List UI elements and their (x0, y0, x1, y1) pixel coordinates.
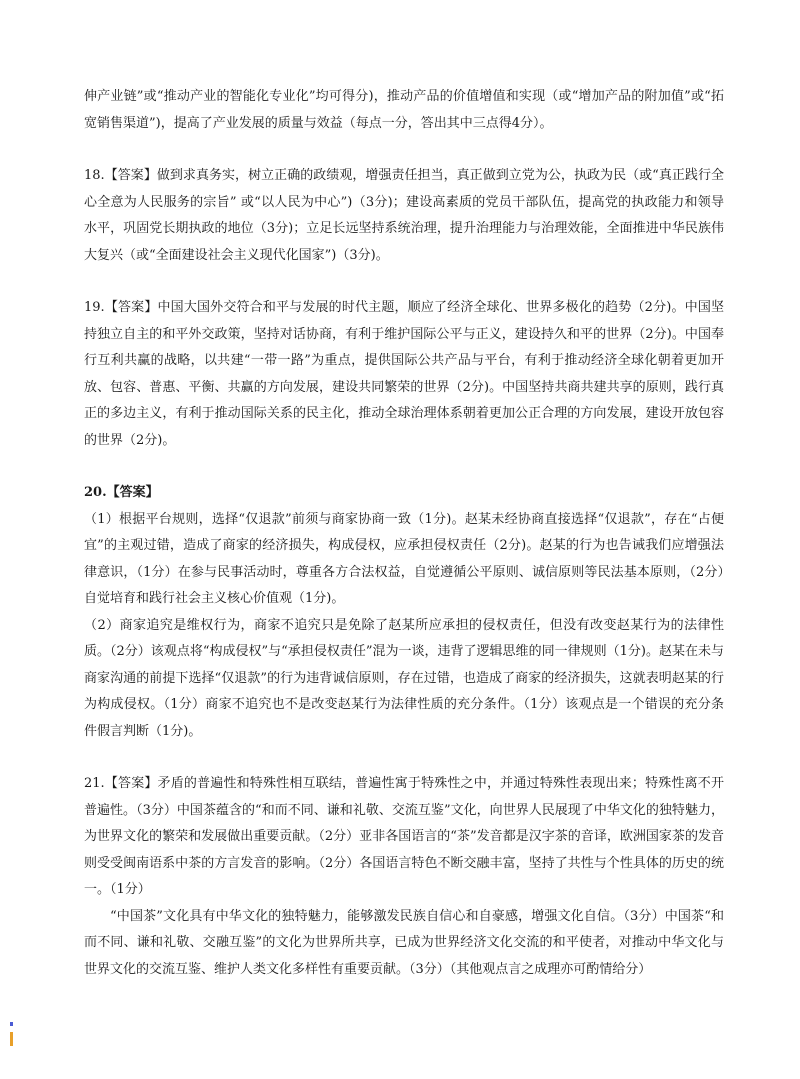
marker-dot (10, 1022, 13, 1026)
q21-block (84, 771, 724, 983)
q20-part2-paragraph: （2）商家追究是维权行为，商家不追究只是免除了赵某所应承担的侵权责任，但没有改变赵某行为的法律性质。（2分）该观点将“构成侵权”与“承担侵权责任”混为一谈，违背了逻辑思维的同一律规则（1分)。赵某在未与商家沟通的前提下选择“仅退款”的行为违背诚信原则，存在过错，也造成了商家的经济损失，这就表明赵某的行为构成侵权。（1分）商家不追究也不是改变赵某行为法律性质的充分条件。（1分）该观点是一个错误的充分条件假言判断（1分)。 (84, 617, 724, 739)
q19-paragraph: 19.【答案】中国大国外交符合和平与发展的时代主题，顺应了经济全球化、世界多极化的趋势（2分)。中国坚持独立自主的和平外交政策，坚持对话协商，有利于维护国际公平与正义，建设持久和平的世界（2分)。中国奉行互利共赢的战略，以共建“一带一路”为重点，提供国际公共产品与平台，有利于推动经济全球化朝着更加开放、包容、普惠、平衡、共赢的方向发展，建设共同繁荣的世界（2分)。中国坚持共商共建共享的原则，践行真正的多边主义，有利于推动国际关系的民主化，推动全球治理体系朝着更加公正合理的方向发展，建设开放包容的世界（2分)。 (84, 300, 724, 448)
q20-block (84, 480, 724, 745)
q17-tail-paragraph: 伸产业链”或“推动产业的智能化专业化”均可得分)，推动产品的价值增值和实现（或“增加产品的附加值”或“拓宽销售渠道”)，提高了产业发展的质量与效益（每点一分，答出其中三点得4分）。 (84, 89, 724, 131)
q18-block (84, 163, 724, 269)
q20-heading: 20.【答案】 (84, 485, 159, 500)
q19-block (84, 295, 724, 454)
q18-paragraph: 18.【答案】做到求真务实，树立正确的政绩观，增强责任担当，真正做到立党为公，执政为民（或“真正践行全心全意为人民服务的宗旨” 或“以人民为中心”)（3分)；建设高素质的党员干部队伍，提高党的执政能力和领导水平，巩固党长期执政的地位（3分)；立足长远坚持系统治理，提升治理能力与治理效能，全面推进中华民族伟大复兴（或“全面建设社会主义现代化国家”)（3分)。 (84, 168, 724, 263)
q21-part2-paragraph: “中国茶”文化具有中华文化的独特魅力，能够激发民族自信心和自豪感，增强文化自信。（3分）中国茶“和而不同、谦和礼敬、交融互鉴”的文化为世界所共享，已成为世界经济文化交流的和平使者，对推动中华文化与世界文化的交流互鉴、维护人类文化多样性有重要贡献。（3分）（其他观点言之成理亦可酌情给分） (84, 908, 724, 977)
answer-page (84, 84, 724, 1009)
q21-part1-paragraph: 21.【答案】矛盾的普遍性和特殊性相互联结，普遍性寓于特殊性之中，并通过特殊性表现出来；特殊性离不开普遍性。（3分）中国茶蕴含的“和而不同、谦和礼敬、交流互鉴”文化，向世界人民展现了中华文化的独特魅力，为世界文化的繁荣和发展做出重要贡献。（2分）亚非各国语言的“茶”发音都是汉字茶的音译，欧洲国家茶的发音则受受闽南语系中茶的方言发音的影响。（2分）各国语言特色不断交融丰富，坚持了共性与个性具体的历史的统一。（1分） (84, 776, 724, 897)
marker-bar (10, 1032, 13, 1046)
q20-part1-paragraph: （1）根据平台规则，选择“仅退款”前须与商家协商一致（1分)。赵某未经协商直接选择“仅退款”，存在“占便宜”的主观过错，造成了商家的经济损失，构成侵权，应承担侵权责任（2分)。赵某的行为也告诫我们应增强法律意识，（1分）在参与民事活动时，尊重各方合法权益，自觉遵循公平原则、诚信原则等民法基本原则，（2分）自觉培育和践行社会主义核心价值观（1分)。 (84, 511, 724, 606)
page-edge-marker (10, 1022, 14, 1046)
q17-tail-block (84, 84, 724, 137)
